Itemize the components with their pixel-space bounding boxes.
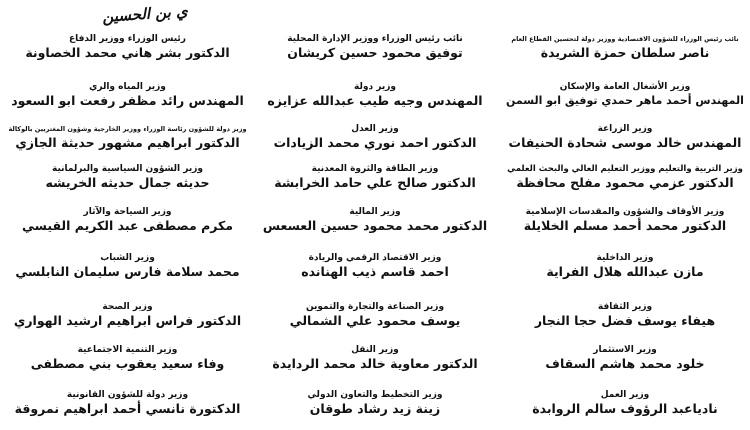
minister-name: المهندس خالد موسى شحادة الحنيفات [508, 135, 742, 150]
minister-name: احمد قاسم ذيب الهنانده [301, 264, 449, 279]
minister-role: وزير دولة للشؤون القانونية [66, 390, 189, 400]
minister-name: خلود محمد هاشم السقاف [545, 356, 705, 371]
minister-role: وزير الأوقاف والشؤون والمقدسات الإسلامية [525, 207, 725, 217]
minister-entry [255, 164, 495, 191]
minister-name: الدكتور محمد محمود حسين العسعس [262, 218, 488, 233]
minister-name: زينة زيد رشاد طوقان [309, 401, 441, 416]
minister-role: وزير دولة [354, 82, 396, 92]
minister-entry [255, 124, 495, 151]
minister-entry [255, 207, 495, 234]
minister-entry [255, 253, 495, 280]
minister-role: وزير الشؤون السياسية والبرلمانية [52, 164, 203, 174]
minister-name: الدكتور ابراهيم مشهور حديثة الجازي [15, 135, 240, 150]
minister-name: حديثه جمال حديثه الخريشه [45, 175, 210, 190]
minister-entry [505, 253, 745, 280]
minister-role: وزير الطاقة والثروة المعدنية [311, 164, 439, 174]
minister-entry [505, 345, 745, 372]
minister-entry [5, 207, 250, 234]
minister-entry [5, 164, 250, 191]
minister-role: وزير النقل [351, 345, 399, 355]
minister-name: ناصر سلطان حمزة الشريدة [540, 45, 710, 60]
minister-name: الدكتور احمد نوري محمد الزيادات [273, 135, 477, 150]
minister-role: رئيس الوزراء ووزير الدفاع [69, 34, 186, 44]
minister-name: الدكتور فراس ابراهيم ارشيد الهواري [13, 313, 242, 328]
minister-name: المهندس أحمد ماهر حمدي توفيق ابو السمن [506, 94, 744, 107]
minister-role: وزير الصناعة والتجارة والتموين [305, 302, 445, 312]
minister-entry [505, 390, 745, 417]
minister-role: وزير التربية والتعليم ووزير التعليم العالي والبحث العلمي [507, 164, 743, 174]
minister-role: وزير الصحة [102, 302, 153, 312]
minister-name: المهندس وجيه طيب عبدالله عزايزه [267, 93, 483, 108]
minister-role: وزير العمل [600, 390, 650, 400]
minister-entry [255, 390, 495, 417]
minister-entry [5, 34, 250, 61]
minister-entry [505, 82, 745, 109]
minister-name: الدكتور بشر هاني محمد الخصاونة [25, 45, 230, 60]
minister-role: وزير الاستثمار [593, 345, 657, 355]
minister-role: وزير المياه والري [89, 82, 166, 92]
minister-entry [5, 390, 250, 417]
minister-name: هيفاء يوسف فضل حجا النجار [534, 313, 716, 328]
minister-role: وزير التخطيط والتعاون الدولي [307, 390, 443, 400]
minister-name: الدكتورة نانسي أحمد ابراهيم نمروقة [14, 401, 241, 416]
minister-name: يوسف محمود علي الشمالي [289, 313, 461, 328]
minister-role: وزير الثقافة [597, 302, 653, 312]
header-signature: ي بن الحسين [101, 2, 189, 26]
minister-entry [505, 164, 745, 191]
minister-role: وزير دولة للشؤون رئاسة الوزراء ووزير الخارجية وشؤون المغتربين بالوكالة [8, 125, 247, 133]
minister-entry [505, 124, 745, 151]
minister-entry [255, 34, 495, 61]
minister-name: الدكتور محمد أحمد مسلم الخلايلة [523, 218, 727, 233]
minister-entry [5, 302, 250, 329]
minister-name: المهندس رائد مظفر رفعت ابو السعود [11, 93, 244, 108]
minister-entry [5, 124, 250, 151]
minister-role: نائب رئيس الوزراء ووزير الإدارة المحلية [287, 34, 463, 44]
minister-name: الدكتور معاوية خالد محمد الردايدة [272, 356, 478, 371]
minister-entry [5, 82, 250, 109]
minister-role: وزير السياحة والآثار [83, 207, 172, 217]
minister-role: وزير التنمية الاجتماعية [77, 345, 178, 355]
minister-role: وزير الداخلية [596, 253, 654, 263]
minister-name: مازن عبدالله هلال الفراية [546, 264, 704, 279]
minister-role: وزير الاقتصاد الرقمي والريادة [308, 253, 442, 263]
minister-entry [255, 302, 495, 329]
minister-role: وزير الشباب [100, 253, 155, 263]
minister-role: وزير الزراعة [597, 124, 653, 134]
minister-name: الدكتور عزمي محمود مفلح محافظة [516, 175, 734, 190]
minister-role: وزير المالية [349, 207, 401, 217]
minister-role: نائب رئيس الوزراء للشؤون الاقتصادية ووزير دولة لتحسين القطاع العام [511, 35, 739, 43]
minister-entry [505, 207, 745, 234]
minister-entry [255, 82, 495, 109]
minister-name: الدكتور صالح علي حامد الخرابشة [274, 175, 476, 190]
minister-name: مكرم مصطفى عبد الكريم القيسي [21, 218, 234, 233]
minister-entry [5, 345, 250, 372]
minister-entry [505, 34, 745, 61]
minister-name: توفيق محمود حسين كريشان [287, 45, 463, 60]
minister-entry [255, 345, 495, 372]
minister-name: وفاء سعيد يعقوب بني مصطفى [30, 356, 225, 371]
minister-role: وزير الأشغال العامة والإسكان [559, 82, 691, 92]
minister-entry [505, 302, 745, 329]
minister-role: وزير العدل [351, 124, 399, 134]
minister-name: نادياعبد الرؤوف سالم الروابدة [532, 401, 718, 416]
minister-name: محمد سلامة فارس سليمان النابلسي [15, 264, 240, 279]
minister-entry [5, 253, 250, 280]
